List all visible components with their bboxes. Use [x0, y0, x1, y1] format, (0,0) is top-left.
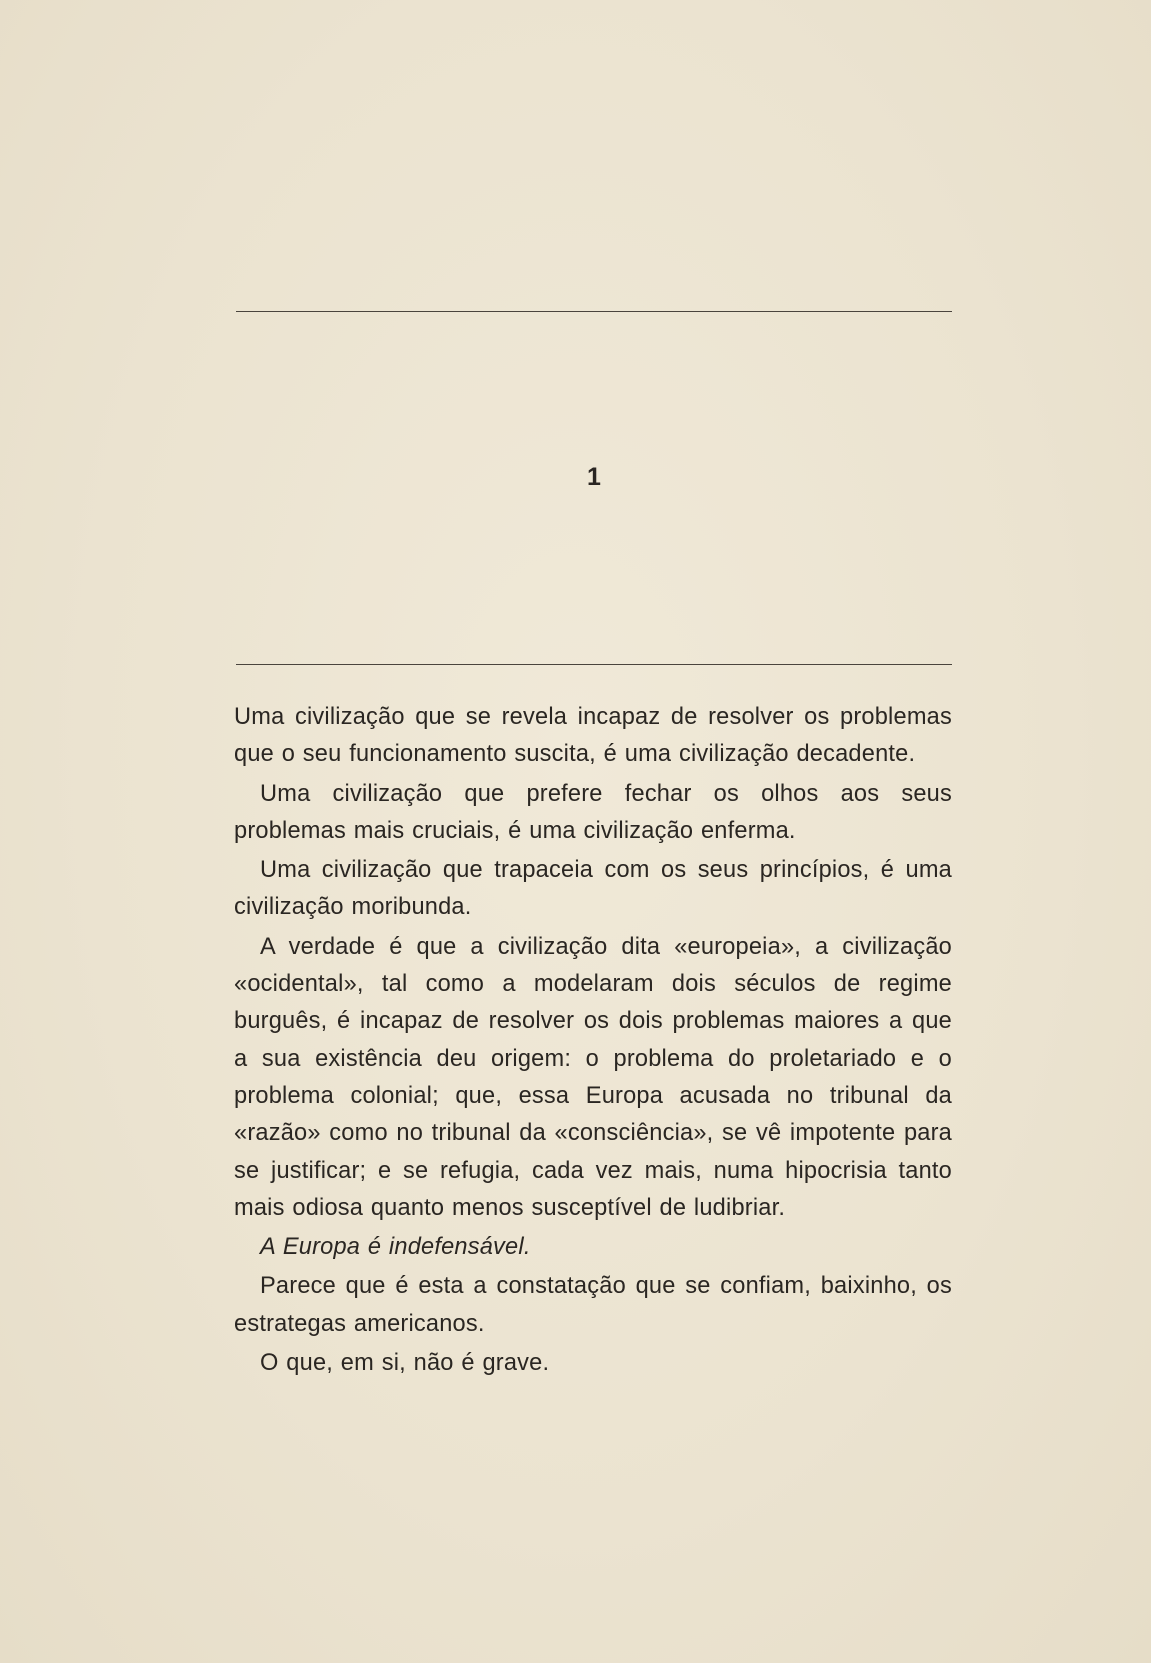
body-text — [234, 699, 952, 1384]
paragraph-7: O que, em si, não é grave. — [260, 1350, 550, 1377]
paragraph-5-italic: A Europa é indefensável. — [260, 1234, 531, 1261]
paragraph-2: Uma civilização que prefere fechar os olhos aos seus problemas mais cruciais, é uma civilização enferma. — [234, 780, 952, 844]
paragraph-6: Parece que é esta a constatação que se confiam, baixinho, os estrategas americanos. — [234, 1273, 952, 1337]
bottom-rule — [236, 664, 952, 665]
chapter-number: 1 — [587, 463, 601, 491]
top-rule — [236, 311, 952, 312]
paragraph-3: Uma civilização que trapaceia com os seus princípios, é uma civilização moribunda. — [234, 857, 952, 921]
paragraph-1: Uma civilização que se revela incapaz de resolver os problemas que o seu funcionamento suscita, é uma civilização decadente. — [234, 704, 952, 768]
paragraph-4: A verdade é que a civilização dita «europeia», a civilização «ocidental», tal como a modelaram dois séculos de regime burguês, é incapaz de resolver os dois problemas maiores a que a sua existência deu origem: o problema do proletariado e o problema colonial; que, essa Europa acusada no tribunal da «razão» como no tribunal da «consciência», se vê impotente para se justificar; e se refugia, cada vez mais, numa hipocrisia tanto mais odiosa quanto menos susceptível de ludibriar. — [234, 933, 952, 1221]
